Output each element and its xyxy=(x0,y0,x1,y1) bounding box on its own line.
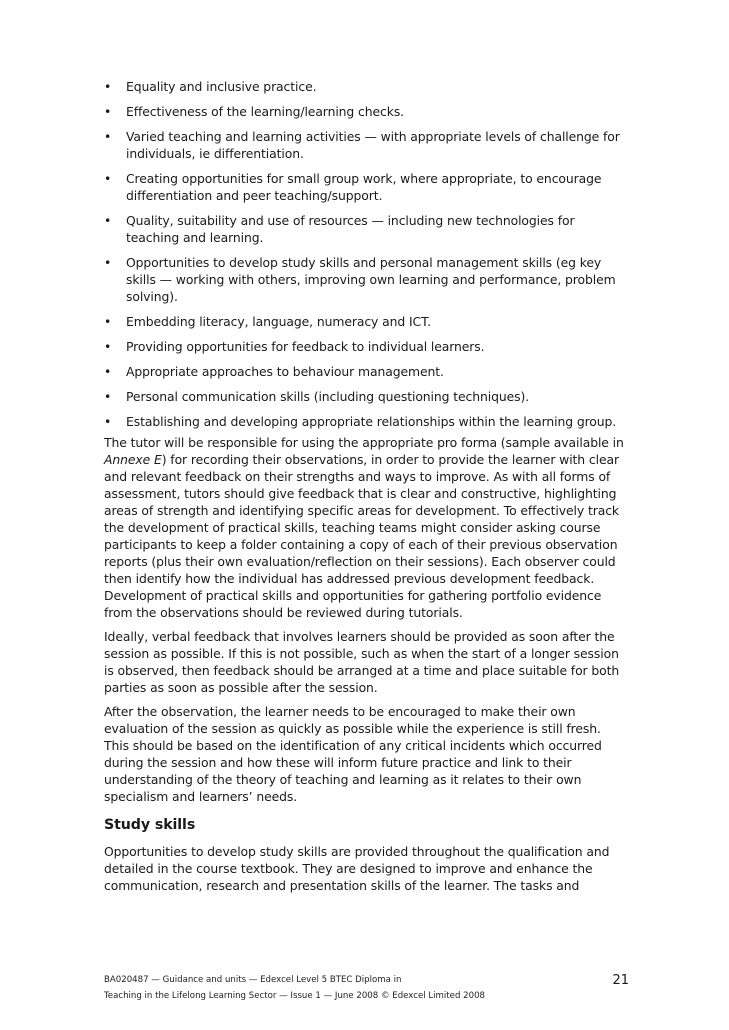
bullet-icon: • xyxy=(104,213,112,228)
page-footer xyxy=(104,972,629,1004)
bullet-icon: • xyxy=(104,129,112,144)
list-item: • Personal communication skills (including questioning techniques). xyxy=(104,389,530,404)
footer-line-1: BA020487 — Guidance and units — Edexcel Level 5 BTEC Diploma in xyxy=(104,975,402,985)
list-item: • Appropriate approaches to behaviour management. xyxy=(104,364,444,379)
paragraph-observation-feedback: The tutor will be responsible for using the appropriate pro forma (sample available in Annexe E) for recording their observations, in order to provide the learner with clear and relevant feedback on their strengths and ways to improve. As with all forms of assessment, tutors should give feedback that is clear and constructive, highlighting areas of strength and identifying specific areas for development. To effectively track the development of practical skills, teaching teams might consider asking course participants to keep a folder containing a copy of each of their previous observation reports (plus their own evaluation/reflection on their sessions). Each observer could then identify how the individual has addressed previous development feedback. Development of practical skills and opportunities for gathering portfolio evidence from the observations should be reviewed during tutorials. xyxy=(104,435,624,620)
list-item: • Quality, suitability and use of resources — including new technologies for teaching and learning. xyxy=(104,213,575,245)
paragraph-verbal-feedback: Ideally, verbal feedback that involves learners should be provided as soon after the session as possible. If this is not possible, such as when the start of a longer session is observed, then feedback should be arranged at a time and place suitable for both parties as soon as possible after the session. xyxy=(104,629,620,695)
list-item: • Varied teaching and learning activities — with appropriate levels of challenge for individuals, ie differentiation. xyxy=(104,129,620,161)
page-number: 21 xyxy=(612,973,629,988)
list-item: • Opportunities to develop study skills and personal management skills (eg key skills — working with others, improving own learning and performance, problem solving). xyxy=(104,255,616,304)
paragraph-study-skills: Opportunities to develop study skills are provided throughout the qualification and detailed in the course textbook. They are designed to improve and enhance the communication, research and presentation skills of the learner. The tasks and xyxy=(104,844,610,893)
bullet-icon: • xyxy=(104,414,112,429)
bullet-icon: • xyxy=(104,389,112,404)
list-item: • Equality and inclusive practice. xyxy=(104,79,317,94)
footer-line-2: Teaching in the Lifelong Learning Sector — Issue 1 — June 2008 © Edexcel Limited 2008 xyxy=(104,991,486,1001)
section-heading: Study skills xyxy=(104,817,196,833)
list-item: • Providing opportunities for feedback to individual learners. xyxy=(104,339,485,354)
list-item: • Establishing and developing appropriate relationships within the learning group. xyxy=(104,414,617,429)
observation-criteria-list xyxy=(104,78,629,430)
list-item: • Effectiveness of the learning/learning checks. xyxy=(104,104,405,119)
list-item: • Creating opportunities for small group work, where appropriate, to encourage differentiation and peer teaching/support. xyxy=(104,171,602,203)
bullet-icon: • xyxy=(104,364,112,379)
list-item: • Embedding literacy, language, numeracy and ICT. xyxy=(104,314,431,329)
page-body xyxy=(104,78,629,901)
annexe-reference: Annexe E xyxy=(104,452,162,467)
bullet-icon: • xyxy=(104,314,112,329)
bullet-icon: • xyxy=(104,171,112,186)
bullet-icon: • xyxy=(104,104,112,119)
bullet-icon: • xyxy=(104,339,112,354)
paragraph-self-evaluation: After the observation, the learner needs to be encouraged to make their own evaluation of the session as quickly as possible while the experience is still fresh. This should be based on the identification of any critical incidents which occurred during the session and how these will inform future practice and link to their understanding of the theory of teaching and learning as it relates to their own specialism and learners’ needs. xyxy=(104,704,602,804)
bullet-icon: • xyxy=(104,79,112,94)
bullet-icon: • xyxy=(104,255,112,270)
